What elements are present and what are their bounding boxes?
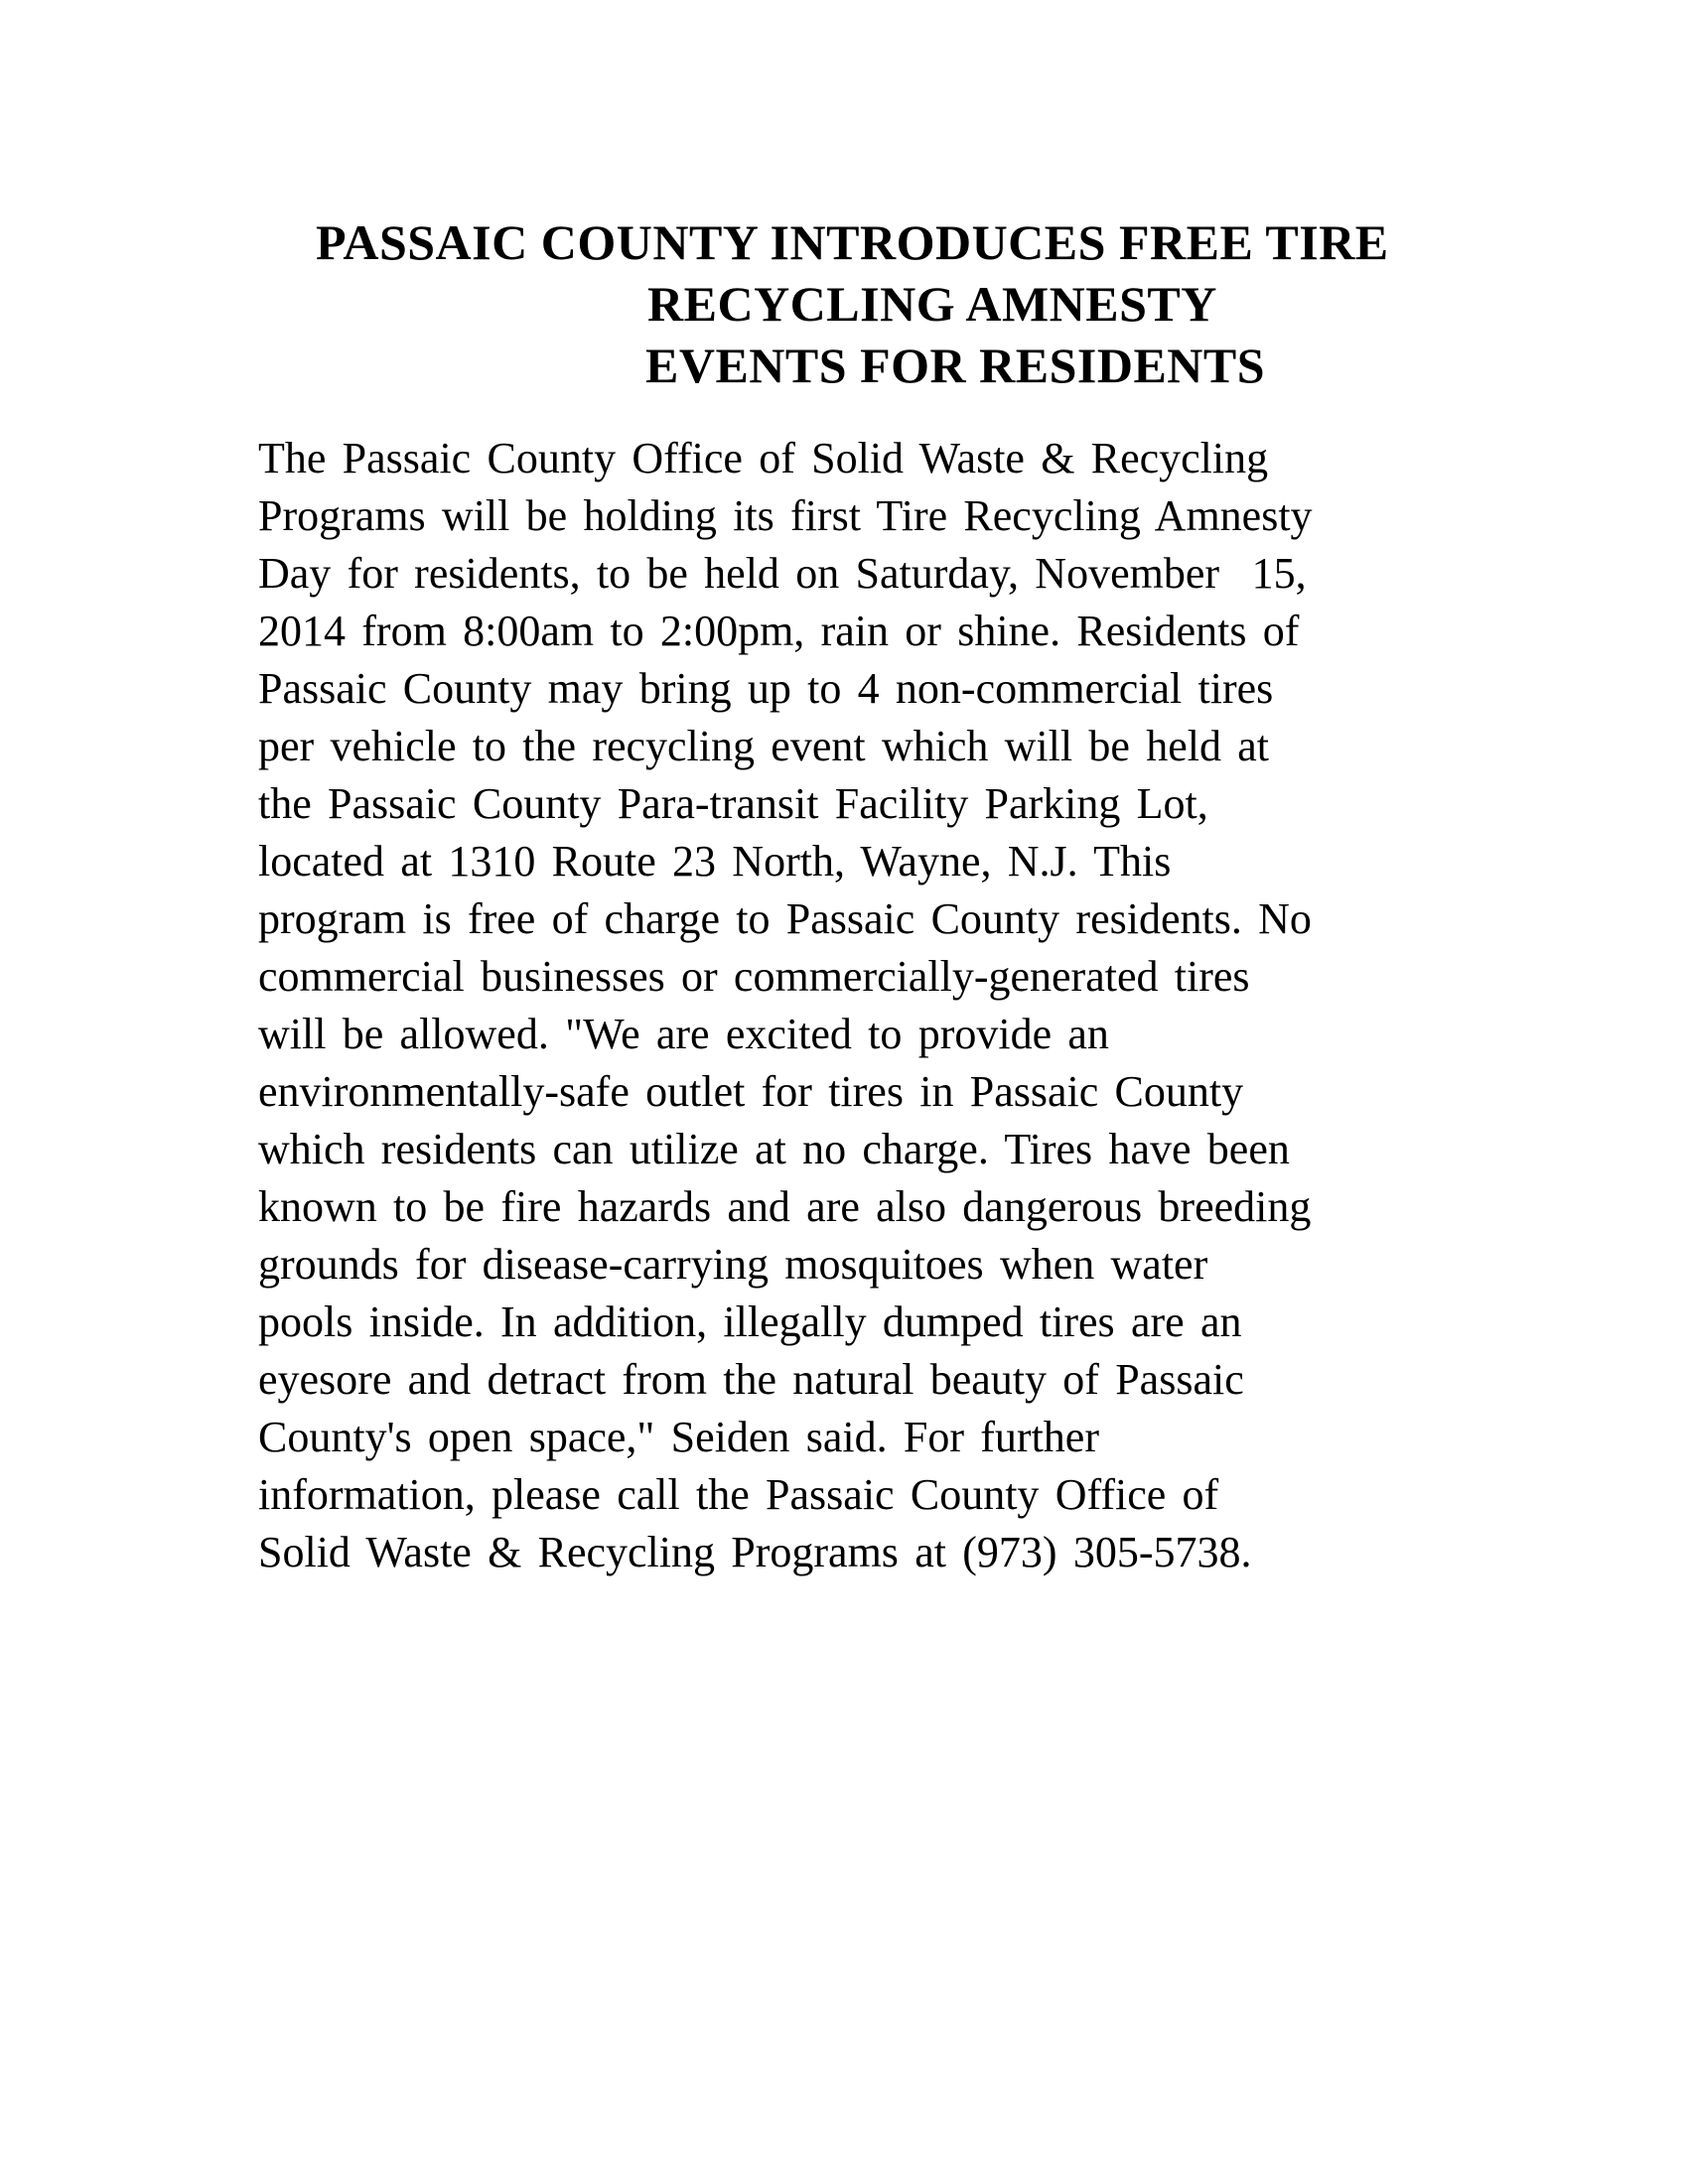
body-line: will be allowed. "We are excited to provide an	[258, 1010, 1109, 1058]
body-line: located at 1310 Route 23 North, Wayne, N.J. This	[258, 837, 1172, 886]
body-line: known to be fire hazards and are also dangerous breeding	[258, 1182, 1312, 1231]
body-line: County's open space," Seiden said. For further	[258, 1413, 1099, 1461]
body-line: commercial businesses or commercially-generated tires	[258, 952, 1250, 1001]
body-line: 2014 from 8:00am to 2:00pm, rain or shine. Residents of	[258, 607, 1300, 655]
body-line: The Passaic County Office of Solid Waste & Recycling	[258, 434, 1269, 482]
body-line: pools inside. In addition, illegally dumped tires are an	[258, 1297, 1242, 1346]
body-line: Day for residents, to be held on Saturday, November 15,	[258, 549, 1307, 598]
body-line: program is free of charge to Passaic County residents. No	[258, 894, 1312, 943]
body-line: Passaic County may bring up to 4 non-commercial tires	[258, 664, 1274, 713]
body-line: Programs will be holding its first Tire Recycling Amnesty	[258, 491, 1313, 540]
body-line: eyesore and detract from the natural beauty of Passaic	[258, 1355, 1244, 1404]
title-line-1: PASSAIC COUNTY INTRODUCES FREE TIRE	[316, 214, 1389, 270]
body-line: information, please call the Passaic County Office of	[258, 1470, 1219, 1519]
body-line: environmentally-safe outlet for tires in Passaic County	[258, 1067, 1244, 1116]
body-line: Solid Waste & Recycling Programs at (973) 305-5738.	[258, 1528, 1252, 1576]
title-line-2: RECYCLING AMNESTY	[647, 276, 1217, 332]
body-line: grounds for disease-carrying mosquitoes when water	[258, 1240, 1208, 1289]
body-paragraph	[258, 430, 1509, 1581]
title-line-3: EVENTS FOR RESIDENTS	[645, 338, 1266, 393]
body-line: the Passaic County Para-transit Facility Parking Lot,	[258, 779, 1208, 828]
body-line: which residents can utilize at no charge. Tires have been	[258, 1125, 1290, 1173]
body-line: per vehicle to the recycling event which will be held at	[258, 722, 1269, 770]
document-title	[0, 211, 1688, 396]
